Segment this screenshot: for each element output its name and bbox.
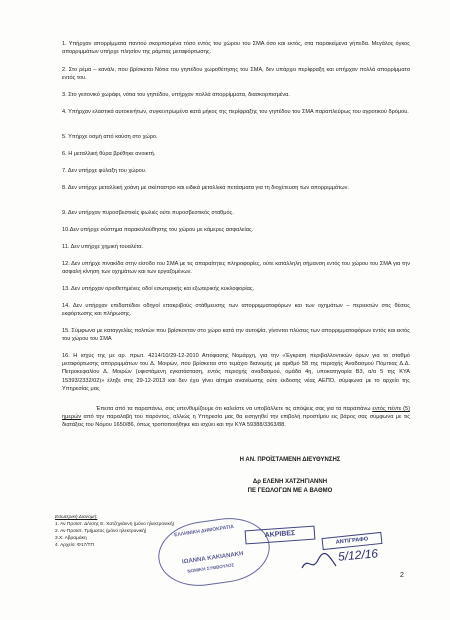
distribution-title: Εσωτερική Διανομή:: [55, 515, 98, 520]
closing-text-2: από την παραλαβή του παρόντος, αλλιώς η Υπηρεσία μας θα εισηγηθεί την επιβολή προστίμου εις βάρος σας σύμφωνα με τις διατάξεις του Νόμου 1650/86, όπως τροποποιήθηκε και ισχύει και την ΚΥΑ 59388/3363/88.: [62, 414, 410, 429]
finding-item-13: 13. Δεν υπήρχαν οριοθετημένες οδοί εσωτερικής και εξωτερικής κυκλοφορίας.: [62, 286, 255, 292]
finding-item-10: 10.Δεν υπήρχε σύστημα παρακολούθησης του χώρου με κάμερες ασφαλείας.: [62, 227, 254, 233]
closing-paragraph: [62, 405, 410, 430]
distribution-entry: 2. Αν Προϊστ. Τμήματος (μόνο ηλεκτρονική): [55, 529, 147, 534]
finding-item-12: 12. Δεν υπήρχε πινακίδα στην είσοδο του ΣΜΑ με τις απαραίτητες πληροφορίες, ούτε κατάλληλη σήμανση εντός του χώρου του ΣΜΑ για την ασφαλή κίνηση των οχημάτων και των εργαζομένων.: [62, 261, 410, 276]
exact-stamp: ΑΚΡΙΒΕΣ: [245, 526, 316, 545]
finding-item-2: 2. Στο ρέμα – κανάλι, που βρίσκεται Νότια του γηπέδου χωροθέτησης του ΣΜΑ, δεν υπάρχει περίφραξη και υπήρχαν πολλά απορρίμματα εντός του.: [62, 67, 410, 82]
finding-item-16: 16. Η ισχύς της με αρ. πρωτ. 4214/10/29-12-2010 Απόφασης Νομάρχη, για την «Έγκριση περιβαλλοντικών όρων για το σταθμό μεταφόρτωσης απορριμμάτων του Δ. Μοιρών, που βρίσκεται στο τεμάχιο διανομής με αριθμό 58 της περιοχής Αναδασμού Πόμπιας Δ.Δ. Πετροκεφαλίου Δ. Μοιρών (υφιστάμενη εγκατάσταση, εντός περιοχής αναδασμού, ομάδα 4η, υποκατηγορία Β3, α/α 5 της ΚΥΑ 15393/2332/02)» έληξε στις 29-12-2013 και δεν έχει γίνει αίτημα ανανέωσης ούτε έκδοσης νέας ΑΕΠΟ, σύμφωνα με το αρχείο της Υπηρεσίας μας: [62, 353, 410, 392]
finding-item-5: 5. Υπήρχε οσμή από καύση στο χώρο.: [62, 134, 158, 140]
finding-item-8: 8. Δεν υπήρχε μεταλλική χοάνη με σκέπαστρο και ειδικά μεταλλικά πετάσματα για τη διοχέτευση των απορριμμάτων.: [62, 185, 349, 191]
finding-item-11: 11. Δεν υπήρχε χημική τουαλέτα.: [62, 244, 144, 250]
finding-item-4: 4. Υπήρχαν ελαστικά αυτοκινήτων, συγκεντρωμένα κατά μήκος της περίφραξης του γηπέδου του ΣΜΑ παραπλεύρως του αγροτικού δρόμου.: [62, 109, 409, 115]
finding-item-15: 15. Σύμφωνα με καταγγελίες πολιτών που βρίσκονταν στο χώρο κατά την αυτοψία, γίνονται πλύσεις των απορριμματοφόρων εντός και εκτός του χώρου του ΣΜΑ: [62, 328, 410, 343]
distribution-list: [55, 514, 174, 549]
finding-item-9: 9. Δεν υπήρχαν πυροσβεστικές φωλιές ούτε πυροσβεστικός σταθμός.: [62, 210, 234, 216]
finding-item-7: 7. Δεν υπήρχε φύλαξη του χώρου.: [62, 168, 147, 174]
page-number: 2: [400, 572, 404, 579]
distribution-entry: 1. Αν Προϊστ. Δ/νσης Ε. Χατζηγιάννη (μόνο ηλεκτρονική): [55, 522, 175, 527]
finding-item-14: 14. Δεν υπήρχαν επιδαπέδιοι οδηγοί επακριβούς στάθμευσης των απορριμματοφόρων και των οχημάτων – περιεκτών στις θέσεις εκφόρτωσης και πλήρωσης.: [62, 303, 410, 318]
signature-title: ΠΕ ΓΕΩΛΟΓΩΝ ΜΕ Α ΒΑΘΜΟ: [247, 488, 333, 494]
copy-stamp: ΑΝΤΙΓΡΑΦΟ: [322, 532, 383, 550]
handwritten-date: 5/12/16: [337, 546, 379, 564]
finding-item-6: 6. Η μεταλλική θύρα βρέθηκε ανοικτή.: [62, 151, 156, 157]
signature-role: Η ΑΝ. ΠΡΟΪΣΤΑΜΕΝΗ ΔΙΕΥΘΥΝΣΗΣ: [239, 457, 341, 463]
finding-item-3: 3. Στο γειτονικό χωράφι, νότια του γηπέδου, υπήρχαν πολλά απορρίμματα, διασκορπισμένα.: [62, 92, 290, 98]
seal-header: ΕΛΛΗΝΙΚΗ ΔΗΜΟΚΡΑΤΙΑ: [173, 524, 235, 539]
seal-name: ΙΩΑΝΝΑ ΚΑΚΙΑΝΑΚΗ: [181, 550, 244, 566]
seal-subtitle: ΝΟΜΙΚΗ ΣΥΜΒΟΥΛΟΣ: [187, 562, 235, 574]
distribution-entry: 3.Χ. Αβραμάκη: [55, 536, 87, 541]
finding-item-1: 1. Υπήρχαν απορρίμματα παντού σκορπισμένα τόσο εντός του χώρου του ΣΜΑ όσο και εκτός, στα παρακείμενα γήπεδα. Μεγάλος όγκος απορριμμάτων υπήρχε πλησίον της ράμπας μεταφόρτωσης.: [62, 41, 410, 56]
signature-name: Δρ ΕΛΕΝΗ ΧΑΤΖΗΓΙΑΝΝΗ: [252, 479, 328, 485]
closing-text-1: Έπειτα από τα παραπάνω, σας υπενθυμίζουμε ότι καλείστε να υποβάλλετε τις απόψεις σας για τα παραπάνω: [96, 406, 373, 412]
deadline-text: εντός πέντε (5) ημερών: [62, 406, 410, 421]
signature-scribble-icon: [300, 552, 340, 574]
distribution-entry: 4. Αρχείο: Φ17/ΤΠ: [55, 543, 94, 548]
